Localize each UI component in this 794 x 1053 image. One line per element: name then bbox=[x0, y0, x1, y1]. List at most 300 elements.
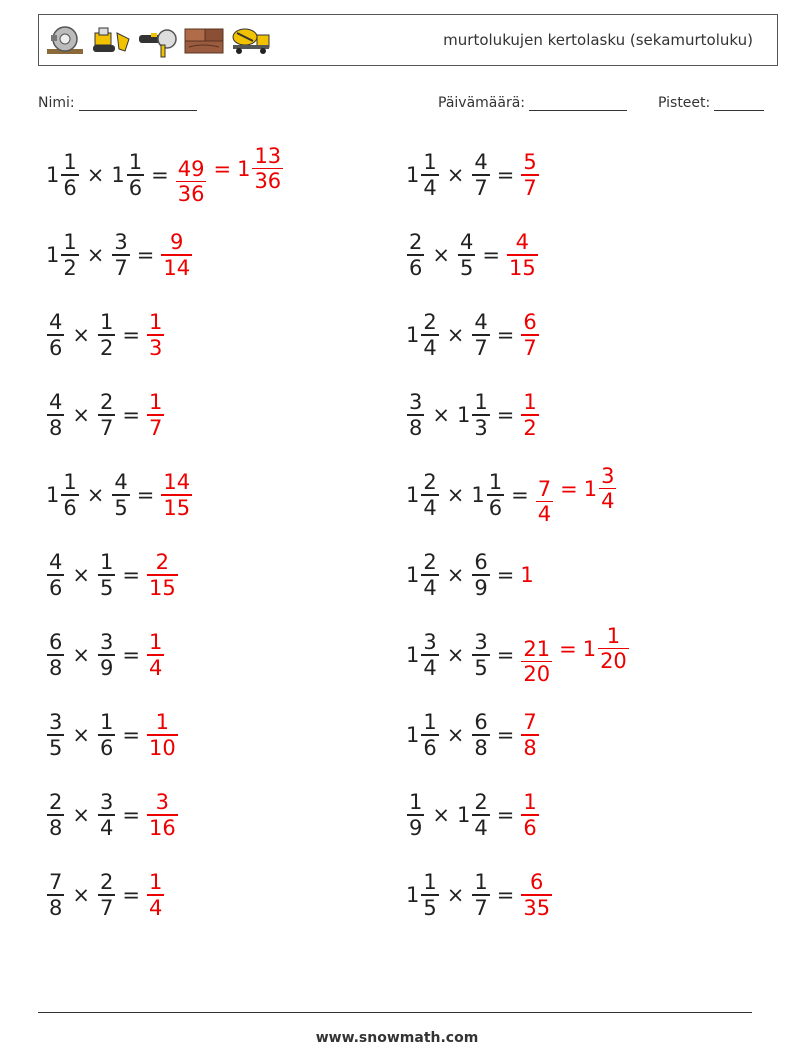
mixed-number bbox=[146, 310, 165, 360]
numerator: 3 bbox=[601, 463, 615, 488]
whole-part: 1 bbox=[582, 636, 597, 661]
equals-sign: = bbox=[136, 483, 155, 507]
numerator: 2 bbox=[49, 790, 63, 815]
mixed-number bbox=[97, 310, 116, 360]
circular-saw-icon bbox=[45, 25, 85, 55]
fraction bbox=[521, 390, 538, 440]
numerator: 3 bbox=[99, 630, 114, 655]
denominator: 4 bbox=[601, 489, 615, 514]
fraction bbox=[161, 230, 192, 280]
equals-sign: = bbox=[213, 156, 232, 181]
numerator: 1 bbox=[606, 623, 621, 648]
answer bbox=[520, 310, 539, 360]
denominator: 36 bbox=[254, 169, 282, 194]
numerator: 6 bbox=[474, 550, 488, 575]
bulldozer-icon bbox=[89, 25, 133, 55]
times-sign: × bbox=[72, 643, 90, 667]
fraction bbox=[147, 310, 164, 360]
mixed-number bbox=[406, 550, 440, 600]
mixed-number bbox=[520, 637, 553, 687]
fraction bbox=[98, 870, 115, 920]
numerator: 3 bbox=[423, 630, 437, 655]
denominator: 6 bbox=[63, 175, 77, 200]
times-sign: × bbox=[446, 563, 465, 587]
fraction bbox=[599, 464, 616, 514]
fraction bbox=[147, 790, 178, 840]
numerator: 1 bbox=[523, 390, 537, 415]
denominator: 4 bbox=[537, 502, 552, 527]
problem-item bbox=[406, 547, 535, 603]
problem-item bbox=[406, 867, 553, 923]
fraction bbox=[407, 230, 424, 280]
mixed-number bbox=[46, 470, 80, 520]
equals-sign: = bbox=[122, 563, 140, 587]
mixed-number bbox=[406, 150, 440, 200]
answer bbox=[520, 624, 629, 686]
denominator: 5 bbox=[114, 495, 128, 520]
denominator: 3 bbox=[148, 335, 163, 360]
denominator: 8 bbox=[49, 655, 63, 680]
numerator: 2 bbox=[99, 390, 114, 415]
times-sign: × bbox=[86, 163, 105, 187]
mixed-number bbox=[160, 230, 193, 280]
fraction bbox=[98, 630, 115, 680]
times-sign: × bbox=[432, 803, 450, 827]
equals-sign: = bbox=[151, 163, 169, 187]
denominator: 6 bbox=[488, 495, 503, 520]
mixed-number bbox=[237, 144, 284, 194]
fraction bbox=[47, 790, 64, 840]
fraction bbox=[61, 470, 78, 520]
equals-sign: = bbox=[496, 643, 515, 667]
mixed-number bbox=[520, 390, 539, 440]
problem-item bbox=[46, 867, 165, 923]
answer bbox=[146, 790, 179, 840]
denominator: 35 bbox=[523, 895, 551, 920]
numerator: 2 bbox=[423, 310, 437, 335]
numerator: 4 bbox=[474, 310, 488, 335]
whole-part: 1 bbox=[583, 476, 598, 501]
problem-item bbox=[406, 707, 540, 763]
numerator: 3 bbox=[409, 390, 423, 415]
numerator: 1 bbox=[99, 710, 114, 735]
equals-sign: = bbox=[122, 643, 140, 667]
numerator: 3 bbox=[99, 790, 114, 815]
fraction bbox=[472, 870, 489, 920]
problem-item bbox=[46, 787, 179, 843]
mixed-number bbox=[46, 310, 65, 360]
mixed-number bbox=[520, 790, 539, 840]
mixed-number bbox=[97, 790, 116, 840]
numerator: 1 bbox=[148, 870, 163, 895]
numerator: 1 bbox=[474, 870, 488, 895]
denominator: 5 bbox=[423, 895, 437, 920]
numerator: 5 bbox=[523, 150, 537, 175]
numerator: 1 bbox=[63, 230, 77, 255]
numerator: 2 bbox=[99, 870, 114, 895]
denominator: 6 bbox=[128, 175, 143, 200]
numerator: 6 bbox=[474, 710, 488, 735]
equals-sign: = bbox=[496, 883, 515, 907]
answer bbox=[146, 870, 165, 920]
name-label: Nimi: bbox=[38, 95, 75, 111]
numerator: 6 bbox=[49, 630, 63, 655]
numerator: 14 bbox=[163, 470, 191, 495]
fraction bbox=[521, 870, 552, 920]
denominator: 8 bbox=[409, 415, 423, 440]
answer bbox=[175, 144, 284, 206]
numerator: 1 bbox=[99, 550, 114, 575]
mixed-number bbox=[146, 710, 179, 760]
denominator: 4 bbox=[423, 575, 437, 600]
mixed-number bbox=[406, 230, 425, 280]
times-sign: × bbox=[86, 483, 105, 507]
equals-sign: = bbox=[496, 163, 515, 187]
fraction bbox=[61, 150, 78, 200]
equals-sign: = bbox=[511, 483, 529, 507]
mixed-number bbox=[471, 470, 505, 520]
footer-divider bbox=[38, 1012, 752, 1013]
denominator: 8 bbox=[474, 735, 488, 760]
denominator: 15 bbox=[508, 255, 536, 280]
mixed-number bbox=[471, 310, 490, 360]
whole-part: 1 bbox=[406, 483, 420, 507]
mixed-number bbox=[97, 630, 116, 680]
fraction bbox=[521, 710, 538, 760]
equals-sign: = bbox=[496, 803, 515, 827]
denominator: 36 bbox=[177, 182, 205, 207]
answer bbox=[160, 470, 193, 520]
mixed-number bbox=[520, 710, 539, 760]
answer bbox=[146, 310, 165, 360]
header-box bbox=[38, 14, 778, 66]
numerator: 3 bbox=[474, 630, 488, 655]
fraction bbox=[127, 150, 144, 200]
denominator: 9 bbox=[474, 575, 488, 600]
fraction bbox=[147, 630, 164, 680]
numerator: 3 bbox=[155, 790, 170, 815]
answer bbox=[520, 870, 553, 920]
mixed-number bbox=[46, 150, 80, 200]
fraction bbox=[147, 550, 178, 600]
numerator: 1 bbox=[474, 390, 488, 415]
fraction bbox=[421, 310, 438, 360]
denominator: 5 bbox=[49, 735, 63, 760]
numerator: 1 bbox=[128, 150, 143, 175]
fraction bbox=[147, 870, 164, 920]
whole-part: 1 bbox=[406, 883, 420, 907]
numerator: 7 bbox=[537, 476, 552, 501]
problem-item bbox=[46, 707, 179, 763]
fraction bbox=[98, 710, 115, 760]
mixed-number bbox=[406, 470, 440, 520]
times-sign: × bbox=[72, 803, 90, 827]
problem-item bbox=[406, 147, 540, 203]
mixed-number bbox=[457, 230, 476, 280]
mixed-number bbox=[471, 630, 490, 680]
mixed-number bbox=[146, 790, 179, 840]
mixed-number bbox=[46, 230, 80, 280]
denominator: 9 bbox=[409, 815, 423, 840]
denominator: 15 bbox=[163, 495, 191, 520]
numerator: 4 bbox=[49, 550, 63, 575]
problem-item bbox=[46, 227, 193, 283]
answer bbox=[160, 230, 193, 280]
numerator: 9 bbox=[170, 230, 184, 255]
denominator: 2 bbox=[63, 255, 77, 280]
times-sign: × bbox=[72, 323, 90, 347]
mixed-number bbox=[406, 790, 425, 840]
problem-item bbox=[406, 787, 540, 843]
mixed-number bbox=[535, 477, 554, 527]
mixed-number bbox=[520, 563, 534, 587]
fraction bbox=[47, 390, 64, 440]
page-title: murtolukujen kertolasku (sekamurtoluku) bbox=[443, 31, 753, 49]
times-sign: × bbox=[86, 243, 105, 267]
fraction bbox=[147, 390, 164, 440]
fraction bbox=[421, 550, 438, 600]
fraction bbox=[421, 630, 438, 680]
denominator: 4 bbox=[423, 175, 437, 200]
numerator: 4 bbox=[114, 470, 128, 495]
equals-sign: = bbox=[122, 403, 140, 427]
numerator: 7 bbox=[523, 710, 537, 735]
fraction bbox=[147, 710, 178, 760]
denominator: 7 bbox=[474, 895, 488, 920]
numerator: 1 bbox=[63, 150, 77, 175]
numerator: 1 bbox=[148, 390, 163, 415]
mixed-number bbox=[584, 464, 618, 514]
fraction bbox=[61, 230, 78, 280]
problem-item bbox=[406, 307, 540, 363]
numerator: 4 bbox=[515, 230, 530, 255]
denominator: 7 bbox=[99, 415, 114, 440]
date-label: Päivämäärä: bbox=[438, 95, 525, 111]
whole-part: 1 bbox=[111, 163, 125, 187]
numerator: 21 bbox=[523, 636, 551, 661]
mixed-number bbox=[97, 550, 116, 600]
fraction bbox=[407, 390, 424, 440]
problem-item bbox=[406, 387, 540, 443]
equals-sign: = bbox=[122, 803, 140, 827]
denominator: 6 bbox=[63, 495, 77, 520]
mixed-number bbox=[111, 230, 130, 280]
name-line[interactable] bbox=[79, 96, 197, 111]
denominator: 14 bbox=[163, 255, 191, 280]
denominator: 7 bbox=[114, 255, 128, 280]
times-sign: × bbox=[446, 483, 465, 507]
times-sign: × bbox=[446, 163, 465, 187]
numerator: 2 bbox=[474, 790, 488, 815]
fraction bbox=[598, 624, 629, 674]
mixed-number bbox=[583, 624, 630, 674]
fraction bbox=[458, 230, 475, 280]
times-sign: × bbox=[446, 323, 465, 347]
mixed-number bbox=[471, 870, 490, 920]
mixed-number bbox=[406, 630, 440, 680]
numerator: 4 bbox=[49, 310, 63, 335]
whole-part: 1 bbox=[406, 163, 420, 187]
numerator: 1 bbox=[423, 710, 437, 735]
numerator: 1 bbox=[155, 710, 170, 735]
fraction bbox=[252, 144, 283, 194]
denominator: 5 bbox=[459, 255, 474, 280]
numerator: 1 bbox=[148, 630, 163, 655]
numerator: 49 bbox=[177, 156, 205, 181]
numerator: 2 bbox=[155, 550, 170, 575]
concrete-mixer-truck-icon bbox=[229, 25, 273, 55]
numerator: 3 bbox=[49, 710, 63, 735]
denominator: 7 bbox=[99, 895, 114, 920]
denominator: 6 bbox=[523, 815, 537, 840]
answer bbox=[520, 710, 539, 760]
mixed-number bbox=[111, 470, 130, 520]
answer bbox=[520, 150, 539, 200]
fraction bbox=[472, 630, 489, 680]
denominator: 7 bbox=[523, 335, 537, 360]
numerator: 6 bbox=[530, 870, 544, 895]
fraction bbox=[472, 150, 489, 200]
date-field[interactable] bbox=[438, 95, 627, 111]
whole-part: 1 bbox=[406, 323, 420, 347]
score-label: Pisteet: bbox=[658, 95, 711, 111]
mixed-number bbox=[46, 390, 65, 440]
denominator: 15 bbox=[148, 575, 176, 600]
equals-sign: = bbox=[122, 883, 140, 907]
times-sign: × bbox=[432, 403, 450, 427]
mixed-number bbox=[111, 150, 145, 200]
date-line[interactable] bbox=[529, 96, 627, 111]
numerator: 2 bbox=[409, 230, 423, 255]
denominator: 4 bbox=[423, 495, 437, 520]
fraction bbox=[421, 710, 438, 760]
denominator: 16 bbox=[148, 815, 176, 840]
mixed-number bbox=[471, 550, 490, 600]
mixed-number bbox=[97, 870, 116, 920]
fraction bbox=[112, 230, 129, 280]
whole-part: 1 bbox=[46, 163, 60, 187]
mixed-number bbox=[471, 710, 490, 760]
numerator: 2 bbox=[423, 550, 437, 575]
numerator: 1 bbox=[409, 790, 423, 815]
fraction bbox=[161, 470, 192, 520]
problem-item bbox=[46, 387, 165, 443]
numerator: 4 bbox=[49, 390, 63, 415]
answer bbox=[535, 464, 618, 526]
denominator: 6 bbox=[99, 735, 114, 760]
fraction bbox=[521, 310, 538, 360]
fraction bbox=[421, 870, 438, 920]
whole-part: 1 bbox=[46, 483, 60, 507]
fraction bbox=[47, 550, 64, 600]
numerator: 1 bbox=[488, 470, 503, 495]
whole-part: 1 bbox=[456, 803, 471, 827]
fraction bbox=[472, 310, 489, 360]
whole-part: 1 bbox=[406, 563, 420, 587]
whole-part: 1 bbox=[471, 483, 485, 507]
numerator: 1 bbox=[99, 310, 114, 335]
numerator: 1 bbox=[423, 870, 437, 895]
denominator: 8 bbox=[49, 815, 63, 840]
denominator: 4 bbox=[99, 815, 114, 840]
whole-part: 1 bbox=[237, 156, 251, 181]
fraction bbox=[176, 157, 207, 207]
answer bbox=[146, 630, 165, 680]
times-sign: × bbox=[72, 723, 90, 747]
mixed-number bbox=[160, 470, 193, 520]
denominator: 8 bbox=[49, 895, 63, 920]
denominator: 7 bbox=[523, 175, 537, 200]
whole-part: 1 bbox=[520, 563, 534, 587]
fraction bbox=[47, 310, 64, 360]
denominator: 4 bbox=[423, 655, 437, 680]
fraction bbox=[407, 790, 424, 840]
times-sign: × bbox=[446, 723, 465, 747]
times-sign: × bbox=[72, 563, 90, 587]
denominator: 4 bbox=[148, 655, 163, 680]
fraction bbox=[98, 310, 115, 360]
mixed-number bbox=[146, 390, 165, 440]
denominator: 2 bbox=[99, 335, 114, 360]
equals-sign: = bbox=[122, 323, 140, 347]
fraction bbox=[472, 710, 489, 760]
score-line[interactable] bbox=[714, 96, 764, 111]
denominator: 4 bbox=[423, 335, 437, 360]
fraction bbox=[472, 550, 489, 600]
denominator: 5 bbox=[474, 655, 488, 680]
times-sign: × bbox=[72, 883, 90, 907]
score-field[interactable] bbox=[658, 95, 764, 111]
problem-item bbox=[46, 143, 284, 207]
mixed-number bbox=[520, 310, 539, 360]
equals-sign: = bbox=[122, 723, 140, 747]
fraction bbox=[47, 870, 64, 920]
mixed-number bbox=[146, 870, 165, 920]
mixed-number bbox=[457, 390, 491, 440]
mixed-number bbox=[457, 790, 491, 840]
fraction bbox=[47, 630, 64, 680]
footer-url: www.snowmath.com bbox=[315, 1030, 479, 1046]
fraction bbox=[112, 470, 129, 520]
numerator: 1 bbox=[148, 310, 163, 335]
fraction bbox=[472, 390, 489, 440]
whole-part: 1 bbox=[46, 243, 60, 267]
numerator: 3 bbox=[114, 230, 128, 255]
mixed-number bbox=[46, 870, 65, 920]
mixed-number bbox=[406, 310, 440, 360]
mixed-number bbox=[46, 790, 65, 840]
name-field[interactable] bbox=[38, 95, 197, 111]
mixed-number bbox=[175, 157, 208, 207]
equals-sign: = bbox=[496, 403, 515, 427]
mixed-number bbox=[46, 630, 65, 680]
answer bbox=[520, 790, 539, 840]
whole-part: 1 bbox=[456, 403, 471, 427]
equals-sign: = bbox=[559, 636, 577, 661]
numerator: 6 bbox=[523, 310, 537, 335]
fraction bbox=[421, 470, 438, 520]
denominator: 7 bbox=[148, 415, 163, 440]
equals-sign: = bbox=[136, 243, 155, 267]
equals-sign: = bbox=[496, 723, 515, 747]
denominator: 7 bbox=[474, 175, 488, 200]
wood-planks-icon bbox=[183, 25, 225, 55]
problem-item bbox=[46, 627, 165, 683]
denominator: 2 bbox=[523, 415, 537, 440]
problem-item bbox=[406, 623, 630, 687]
fraction bbox=[98, 790, 115, 840]
fraction bbox=[47, 710, 64, 760]
